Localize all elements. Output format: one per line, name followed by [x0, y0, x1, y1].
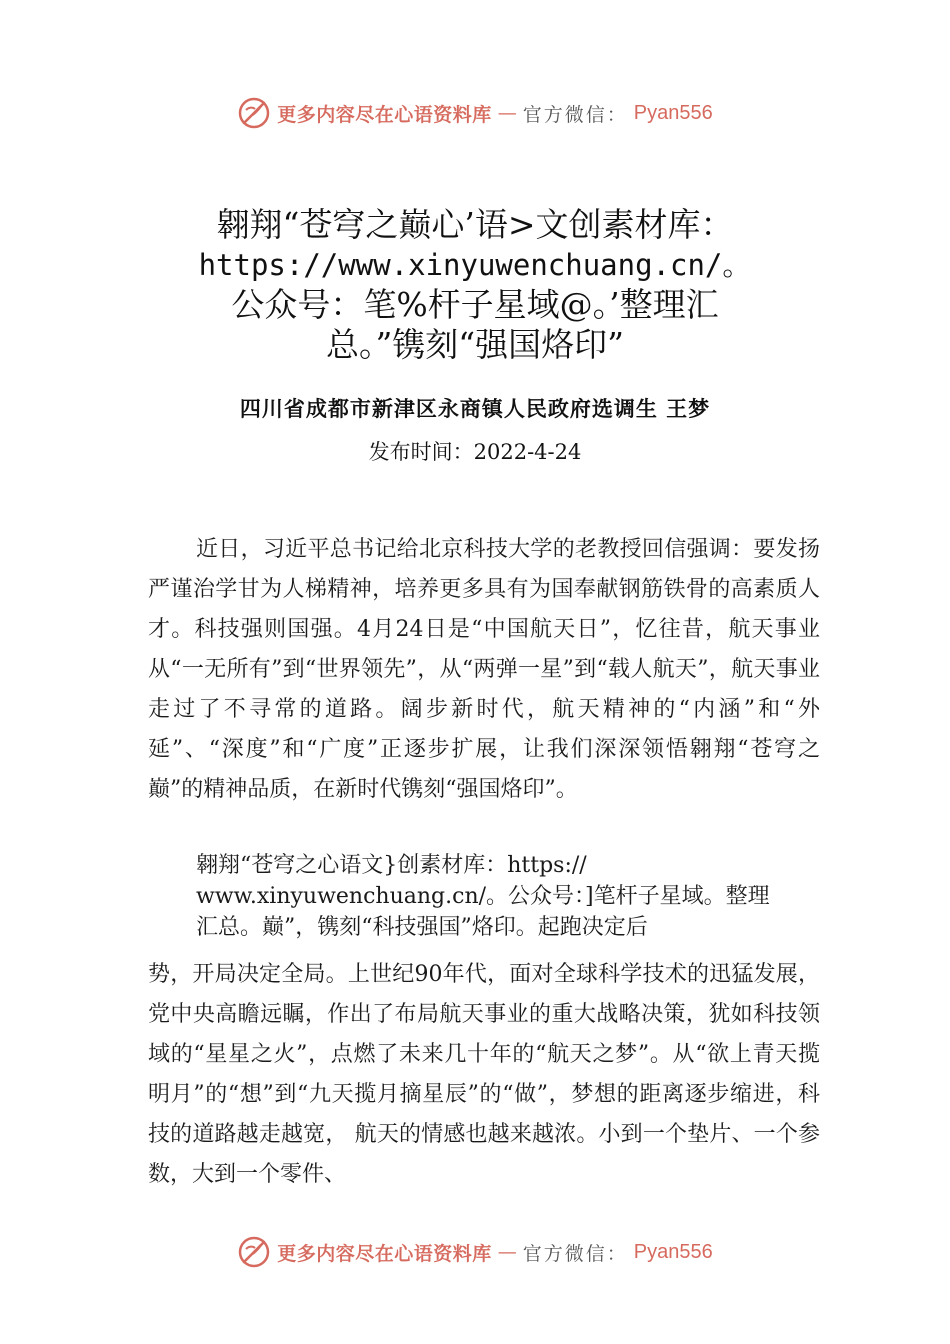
paragraph-2-line-3: 汇总。巅”，镌刻“科技强国”烙印。起跑决定后 — [196, 915, 648, 940]
paragraph-2-line-2: www.xinyuwenchuang.cn/。公众号：]笔杆子星域。整理 — [196, 884, 770, 909]
watermark-brand: 更多内容尽在心语资料库 — [277, 1242, 492, 1265]
watermark-brand: 更多内容尽在心语资料库 — [277, 103, 492, 126]
paragraph-3 — [148, 955, 820, 1195]
author-line: 四川省成都市新津区永商镇人民政府选调生 王梦 — [239, 396, 711, 421]
footer-watermark — [0, 1232, 950, 1272]
header-watermark — [0, 93, 950, 133]
paragraph-3-text: 势，开局决定全局。上世纪90年代，面对全球科学技术的迅猛发展，党中央高瞻远瞩，作出了布局航天事业的重大战略决策，犹如科技领域的“星星之火”，点燃了未来几十年的“航天之梦”。从“欲上青天揽明月”的“想”到“九天揽月摘星辰”的“做”，梦想的距离逐步缩进，科技的道路越走越宽， 航天的情感也越来越浓。小到一个垫片、一个参数，大到一个零件、 — [148, 962, 820, 1187]
watermark-dash: — — [497, 1241, 517, 1263]
watermark-wechat-id: Pyan556 — [633, 1240, 713, 1263]
paragraph-2-line-1: 翱翔“苍穹之心语文}创素材库：https:// — [196, 853, 587, 878]
paragraph-2 — [196, 850, 826, 943]
title-line-1: 翱翔“苍穹之巅心’语>文创素材库： — [216, 205, 734, 244]
quill-logo-icon — [237, 96, 271, 130]
watermark-label: 官方微信： — [522, 1242, 628, 1265]
title-line-4: 总。”镌刻“强国烙印” — [325, 325, 625, 364]
title-line-2: https://www.xinyuwenchuang.cn/。 — [198, 248, 752, 282]
quill-logo-icon — [237, 1235, 271, 1269]
watermark-wechat-id: Pyan556 — [633, 101, 713, 124]
publish-date: 发布时间：2022-4-24 — [368, 440, 582, 464]
watermark-dash: — — [497, 102, 517, 124]
paragraph-1-text: 近日，习近平总书记给北京科技大学的老教授回信强调：要发扬严谨治学甘为人梯精神，培养更多具有为国奉献钢筋铁骨的高素质人才。科技强则国强。4月24日是“中国航天日”，忆往昔，航天事业从“一无所有”到“世界领先”，从“两弹一星”到“载人航天”，航天事业走过了不寻常的道路。阔步新时代，航天精神的“内涵”和“外延”、“深度”和“广度”正逐步扩展，让我们深深领悟翱翔“苍穹之巅”的精神品质，在新时代镌刻“强国烙印”。 — [148, 537, 820, 802]
title-line-3: 公众号：笔%杆子星域@。’整理汇 — [231, 285, 719, 324]
paragraph-1 — [148, 530, 820, 810]
article-title — [150, 205, 800, 365]
watermark-label: 官方微信： — [522, 103, 628, 126]
